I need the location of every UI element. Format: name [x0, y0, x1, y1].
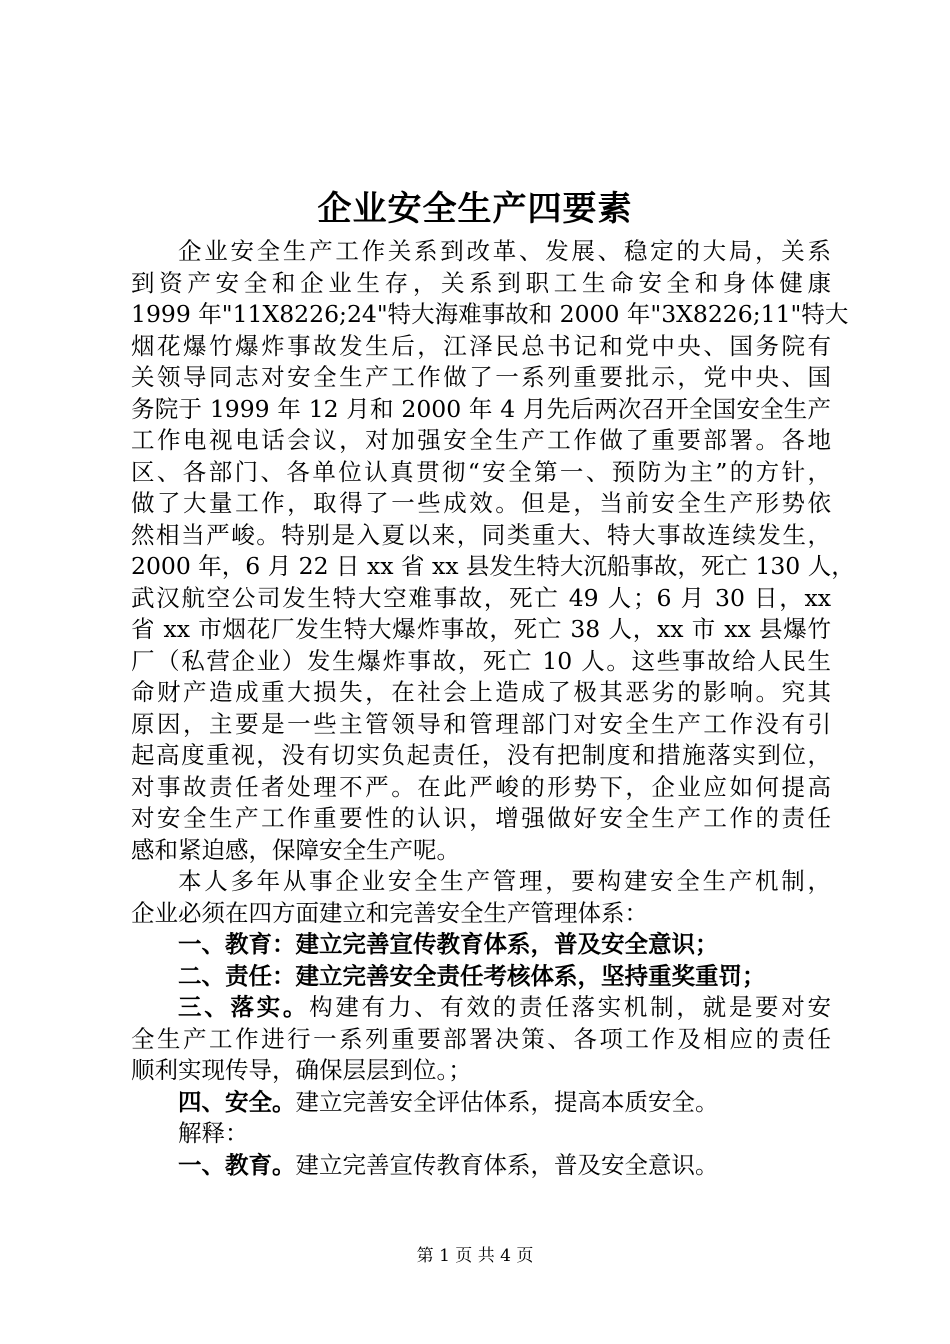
text-line: 厂（私营企业）发生爆炸事故，死亡 10 人。这些事故给人民生 — [131, 646, 831, 675]
text-line: 起高度重视，没有切实负起责任，没有把制度和措施落实到位， — [131, 741, 831, 769]
list-item: 二、责任：建立完善安全责任考核体系，坚持重奖重罚； — [178, 961, 766, 990]
text-line: 2000 年，6 月 22 日 xx 省 xx 县发生特大沉船事故，死亡 130 人， — [131, 552, 855, 580]
text-line: 烟花爆竹爆炸事故发生后，江泽民总书记和党中央、国务院有 — [131, 331, 831, 360]
text-line: 关领导同志对安全生产工作做了一系列重要批示，党中央、国 — [131, 363, 831, 391]
text-line: 省 xx 市烟花厂发生特大爆炸事故，死亡 38 人，xx 市 xx 县爆竹 — [131, 615, 831, 643]
item-text: 建立完善宣传教育体系，普及安全意识。 — [295, 1150, 719, 1179]
text-line: 然相当严峻。特别是入夏以来，同类重大、特大事故连续发生， — [131, 520, 831, 549]
text-line: 1999 年"11X8226;24"特大海难事故和 2000 年"3X8226;11"特大 — [131, 300, 849, 328]
item-heading: 一、教育。 — [178, 1150, 296, 1179]
text-line: 到资产安全和企业生存，关系到职工生命安全和身体健康 — [131, 268, 831, 297]
text-line: 企业安全生产工作关系到改革、发展、稳定的大局，关系 — [178, 237, 831, 265]
text-line: 顺利实现传导，确保层层到位。； — [131, 1056, 472, 1084]
document-body — [131, 236, 855, 1181]
text-line: 对事故责任者处理不严。在此严峻的形势下，企业应如何提高 — [131, 772, 831, 801]
text-line: 全生产工作进行一系列重要部署决策、各项工作及相应的责任 — [131, 1024, 831, 1053]
text-line: 做了大量工作，取得了一些成效。但是，当前安全生产形势依 — [131, 489, 831, 517]
list-item — [131, 992, 831, 1024]
item-heading: 四、安全。 — [178, 1087, 296, 1116]
item-heading: 三、落实。 — [178, 993, 310, 1021]
text-line: 企业必须在四方面建立和完善安全生产管理体系： — [131, 898, 648, 927]
list-item — [131, 1150, 831, 1182]
text-line: 区、各部门、各单位认真贯彻“安全第一、预防为主”的方针， — [131, 457, 831, 486]
item-text: 构建有力、有效的责任落实机制，就是要对安 — [309, 993, 832, 1021]
list-item — [131, 1087, 831, 1119]
text-line: 工作电视电话会议，对加强安全生产工作做了重要部署。各地 — [131, 426, 831, 454]
text-line: 命财产造成重大损失，在社会上造成了极其恶劣的影响。究其 — [131, 678, 831, 706]
text-line: 对安全生产工作重要性的认识，增强做好安全生产工作的责任 — [131, 804, 831, 832]
text-line: 原因，主要是一些主管领导和管理部门对安全生产工作没有引 — [131, 709, 831, 738]
text-line: 务院于 1999 年 12 月和 2000 年 4 月先后两次召开全国安全生产 — [131, 394, 831, 423]
text-line: 本人多年从事企业安全生产管理，要构建安全生产机制， — [178, 867, 831, 895]
item-text: 建立完善安全评估体系，提高本质安全。 — [295, 1087, 719, 1116]
text-line: 感和紧迫感，保障安全生产呢。 — [131, 835, 460, 864]
list-item: 一、教育：建立完善宣传教育体系，普及安全意识； — [178, 930, 719, 958]
document-title: 企业安全生产四要素 — [317, 189, 633, 229]
text-line: 武汉航空公司发生特大空难事故，死亡 49 人；6 月 30 日，xx — [131, 583, 831, 612]
page-footer: 第 1 页 共 4 页 — [416, 1246, 534, 1266]
explain-label: 解释： — [178, 1119, 249, 1147]
